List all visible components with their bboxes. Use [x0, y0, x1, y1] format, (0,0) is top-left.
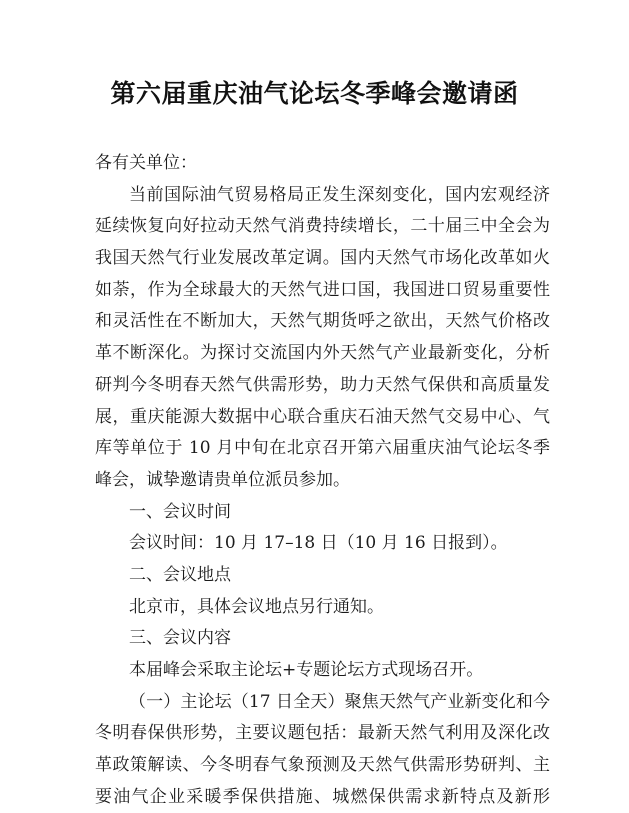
- subsection-line: 冬明春保供形势，主要议题包括：最新天然气利用及深化改: [95, 723, 550, 744]
- section-heading-content: 三、会议内容: [129, 628, 231, 649]
- section-heading-time: 一、会议时间: [129, 501, 231, 522]
- intro-line: 峰会，诚挚邀请贵单位派员参加。: [95, 469, 350, 490]
- intro-line: 当前国际油气贸易格局正发生深刻变化，国内宏观经济: [129, 184, 550, 205]
- intro-line: 延续恢复向好拉动天然气消费持续增长，二十届三中全会为: [95, 216, 550, 237]
- intro-line: 如荼，作为全球最大的天然气进口国，我国进口贸易重要性: [95, 279, 550, 300]
- section-heading-location: 二、会议地点: [129, 564, 231, 585]
- salutation: 各有关单位：: [95, 153, 197, 173]
- intro-line: 研判今冬明春天然气供需形势，助力天然气保供和高质量发: [95, 374, 550, 395]
- intro-line: 我国天然气行业发展改革定调。国内天然气市场化改革如火: [95, 248, 550, 269]
- intro-line: 革不断深化。为探讨交流国内外天然气产业最新变化，分析: [95, 343, 550, 364]
- intro-line: 展，重庆能源大数据中心联合重庆石油天然气交易中心、气: [95, 406, 550, 427]
- intro-line: 库等单位于 10 月中旬在北京召开第六届重庆油气论坛冬季: [95, 438, 550, 459]
- subsection-line: （一）主论坛（17 日全天）聚焦天然气产业新变化和今: [129, 691, 550, 712]
- section-text-location: 北京市，具体会议地点另行通知。: [129, 596, 384, 617]
- intro-line: 和灵活性在不断加大，天然气期货呼之欲出，天然气价格改: [95, 311, 550, 332]
- document-title: 第六届重庆油气论坛冬季峰会邀请函: [110, 79, 519, 108]
- section-text-time: 会议时间：10 月 17–18 日（10 月 16 日报到）。: [129, 533, 508, 554]
- subsection-line: 要油气企业采暖季保供措施、城燃保供需求新特点及新形: [95, 786, 550, 807]
- subsection-line: 革政策解读、今冬明春气象预测及天然气供需形势研判、主: [95, 755, 550, 776]
- section-text-content: 本届峰会采取主论坛+专题论坛方式现场召开。: [129, 660, 484, 680]
- document-body: [95, 148, 550, 813]
